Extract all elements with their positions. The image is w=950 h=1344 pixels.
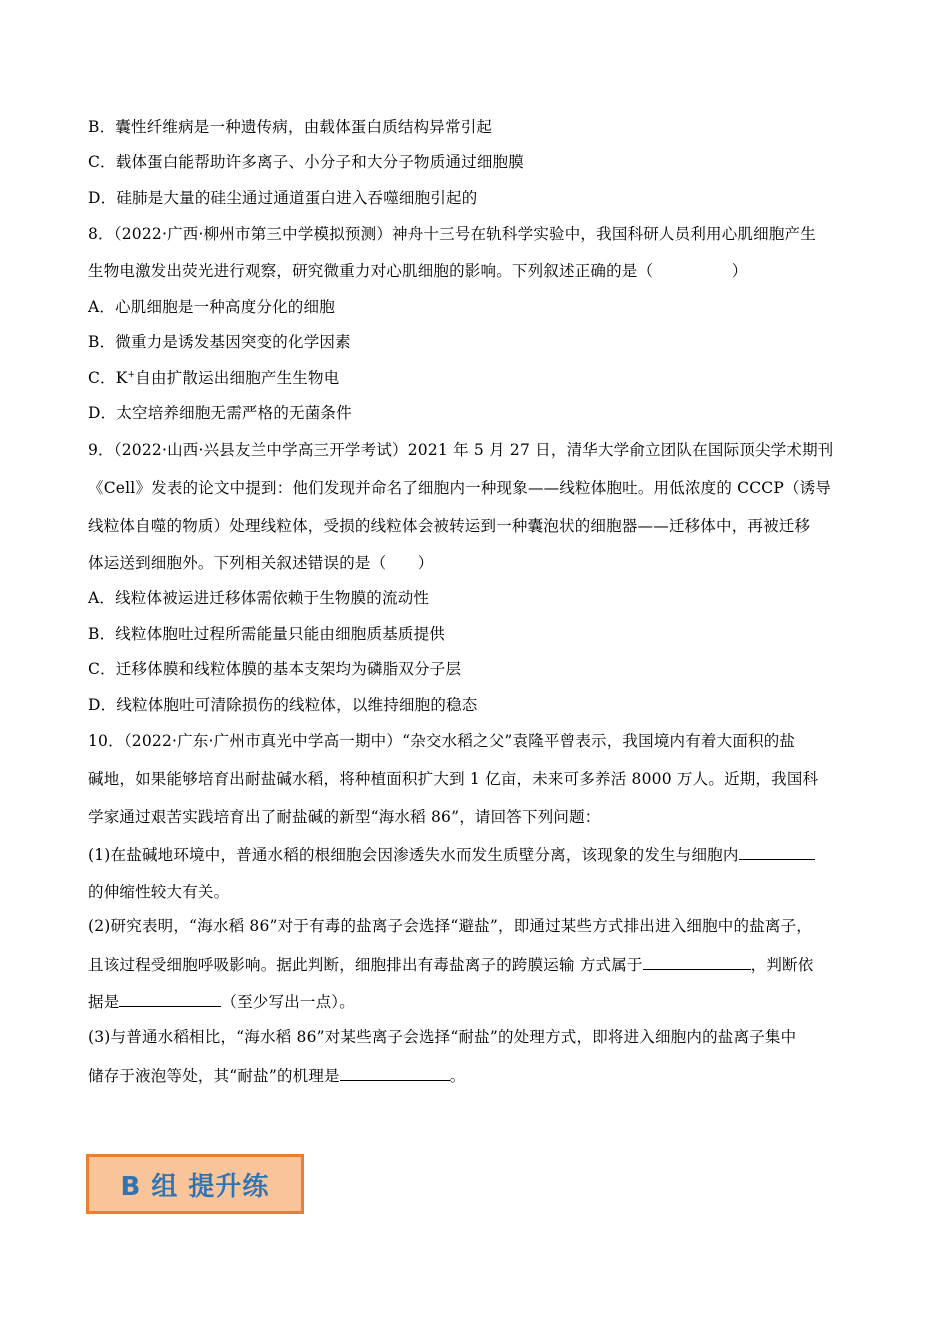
answer-blank-3[interactable] xyxy=(119,992,221,1007)
q8-option-b: B．微重力是诱发基因突变的化学因素 xyxy=(88,333,351,351)
q9-stem-line4: 体运送到细胞外。下列相关叙述错误的是（ ） xyxy=(88,554,434,572)
section-title-text: 提升练 xyxy=(188,1171,270,1202)
q9-option-c: C．迁移体膜和线粒体膜的基本支架均为磷脂双分子层 xyxy=(88,660,462,678)
q8-option-c xyxy=(88,368,339,388)
q10-part2-line1: (2)研究表明，“海水稻 86”对于有毒的盐离子会选择“避盐”，即通过某些方式排出进入细胞中的盐离子， xyxy=(88,917,813,935)
q10-part2-line2 xyxy=(88,955,813,975)
q9-option-d: D．线粒体胞吐可清除损伤的线粒体，以维持细胞的稳态 xyxy=(88,696,478,714)
q10-part2-line3-prefix: 据是 xyxy=(88,993,120,1011)
q10-part3-line1: (3)与普通水稻相比，“海水稻 86”对某些离子会选择“耐盐”的处理方式，即将进入细胞内的盐离子集中 xyxy=(88,1028,797,1046)
q10-part3-suffix: 。 xyxy=(449,1067,466,1085)
q10-part3-line2 xyxy=(88,1066,465,1086)
section-prefix: B 组 xyxy=(120,1171,179,1202)
q8-option-c-superscript: + xyxy=(127,369,136,380)
q9-stem-line3: 线粒体自噬的物质）处理线粒体，受损的线粒体会被转运到一种囊泡状的细胞器——迁移体中，再被迁移 xyxy=(88,517,811,535)
q7-option-d: D．硅肺是大量的硅尘通过通道蛋白进入吞噬细胞引起的 xyxy=(88,189,478,207)
q8-stem-line2: 生物电激发出荧光进行观察，研究微重力对心肌细胞的影响。下列叙述正确的是（ ） xyxy=(88,262,748,280)
q10-part1-line2: 的伸缩性较大有关。 xyxy=(88,883,230,901)
q9-option-a: A．线粒体被运进迁移体需依赖于生物膜的流动性 xyxy=(88,589,430,607)
answer-blank-1[interactable] xyxy=(739,845,815,860)
q10-part2-text: 且该过程受细胞呼吸影响。据此判断，细胞排出有毒盐离子的跨膜运输 方式属于 xyxy=(88,956,643,974)
q9-stem-line2: 《Cell》发表的论文中提到：他们发现并命名了细胞内一种现象——线粒体胞吐。用低浓度的 CCCP（诱导 xyxy=(88,479,832,497)
section-header-title xyxy=(121,1166,270,1203)
q10-part2-line3-suffix: （至少写出一点）。 xyxy=(221,993,355,1011)
q10-stem-line3: 学家通过艰苦实践培育出了耐盐碱的新型“海水稻 86”，请回答下列问题： xyxy=(88,808,601,826)
q10-part2-text-tail: ，判断依 xyxy=(750,956,814,974)
q7-option-c: C．载体蛋白能帮助许多离子、小分子和大分子物质通过细胞膜 xyxy=(88,153,524,171)
q10-stem-line1: 10．（2022·广东·广州市真光中学高一期中）“杂交水稻之父”袁隆平曾表示，我国境内有着大面积的盐 xyxy=(88,732,796,750)
q10-part1-line1 xyxy=(88,845,815,865)
answer-blank-4[interactable] xyxy=(340,1066,450,1081)
q8-option-c-text: 自由扩散运出细胞产生生物电 xyxy=(135,369,340,387)
q8-option-a: A．心肌细胞是一种高度分化的细胞 xyxy=(88,298,335,316)
q9-stem-line1: 9．（2022·山西·兴县友兰中学高三开学考试）2021 年 5 月 27 日，清华大学俞立团队在国际顶尖学术期刊 xyxy=(88,441,834,459)
q8-stem-line1: 8．（2022·广西·柳州市第三中学模拟预测）神舟十三号在轨科学实验中，我国科研人员利用心肌细胞产生 xyxy=(88,225,816,243)
q10-stem-line2: 碱地，如果能够培育出耐盐碱水稻，将种植面积扩大到 1 亿亩，未来可多养活 8000 万人。近期，我国科 xyxy=(88,770,819,788)
section-header-box xyxy=(86,1154,304,1214)
q10-part3-text: 储存于液泡等处，其“耐盐”的机理是 xyxy=(88,1067,340,1085)
q10-part2-line3 xyxy=(88,992,355,1012)
q10-part1-text: (1)在盐碱地环境中，普通水稻的根细胞会因渗透失水而发生质壁分离，该现象的发生与细胞内 xyxy=(88,846,739,864)
answer-blank-2[interactable] xyxy=(643,955,751,970)
q7-option-b: B．囊性纤维病是一种遗传病，由载体蛋白质结构异常引起 xyxy=(88,118,493,136)
q9-option-b: B．线粒体胞吐过程所需能量只能由细胞质基质提供 xyxy=(88,625,445,643)
q8-option-c-prefix: C．K xyxy=(88,369,128,387)
q8-option-d: D．太空培养细胞无需严格的无菌条件 xyxy=(88,404,352,422)
